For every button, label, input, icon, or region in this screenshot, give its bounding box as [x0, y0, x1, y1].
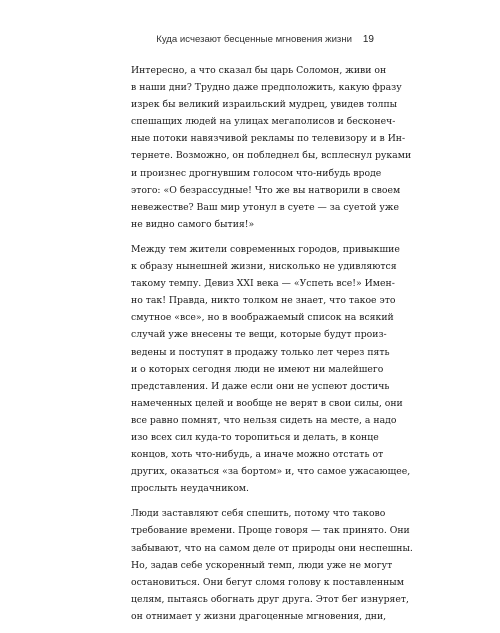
text-line: к образу нынешней жизни, нисколько не удивляются [131, 261, 397, 273]
text-line: ные потоки навязчивой рекламы по телевизору и в Ин- [131, 133, 406, 145]
paragraph-2 [131, 241, 411, 497]
paragraph-1 [131, 62, 412, 233]
running-header [132, 34, 374, 48]
text-line: этого: «О безрассудные! Что же вы натворили в своем [131, 184, 401, 196]
text-line: тернете. Возможно, он побледнел бы, всплеснул руками [131, 150, 412, 162]
body-text [131, 62, 413, 633]
text-line: забывают, что на самом деле от природы они неспешны. [131, 542, 413, 554]
text-line: невежестве? Ваш мир утонул в суете — за суетой уже [131, 201, 399, 213]
text-line: Люди заставляют себя спешить, потому что таково [131, 508, 386, 520]
text-line: такому темпу. Девиз XXI века — «Успеть все!» Имен- [131, 278, 395, 290]
text-line: целям, пытаясь обогнать друг друга. Этот бег изнуряет, [131, 593, 409, 605]
text-line: представления. И даже если они не успеют достичь [131, 380, 390, 392]
text-line: Интересно, а что сказал бы царь Соломон, живи он [131, 65, 387, 76]
text-line: изо всех сил куда-то торопиться и делать, в конце [131, 431, 379, 443]
text-line: смутное «все», но в воображаемый список на всякий [131, 312, 394, 324]
text-line: все равно помнят, что нельзя сидеть на месте, а надо [131, 414, 397, 426]
text-line: остановиться. Они бегут сломя голову к поставленным [131, 576, 404, 588]
text-line: Между тем жители современных городов, привыкшие [131, 243, 400, 255]
text-line: требование времени. Проще говоря — так принято. Они [131, 525, 410, 537]
text-line: прослыть неудачником. [131, 483, 249, 495]
text-line: он отнимает у жизни драгоценные мгновения, дни, [131, 610, 387, 622]
text-line: случай уже внесены те вещи, которые будут произ- [131, 329, 387, 341]
text-line: намеченных целей и вообще не верят в свои силы, они [131, 397, 403, 409]
text-line: других, оказаться «за бортом» и, что самое ужасающее, [131, 466, 411, 478]
text-line: ведены и поступят в продажу только лет через пять [131, 346, 390, 358]
text-line: и произнес дрогнувшим голосом что-нибудь вроде [131, 167, 382, 179]
text-line: не видно самого бытия!» [131, 218, 255, 230]
text-line: в наши дни? Трудно даже предположить, какую фразу [131, 82, 402, 94]
text-line: спешащих людей на улицах мегаполисов и бесконеч- [131, 116, 396, 128]
chapter-title: Куда исчезают бесценные мгновения жизни [156, 34, 352, 45]
page-number: 19 [362, 34, 374, 45]
paragraph-3 [131, 505, 413, 625]
text-line: но так! Правда, никто толком не знает, что такое это [131, 295, 396, 307]
text-line: изрек бы великий израильский мудрец, увидев толпы [131, 99, 398, 111]
text-line: концов, хоть что-нибудь, а иначе можно отстать от [131, 449, 384, 461]
text-line: и о которых сегодня люди не имеют ни малейшего [131, 363, 384, 375]
text-line: Но, задав себе ускоренный темп, люди уже не могут [131, 559, 393, 571]
